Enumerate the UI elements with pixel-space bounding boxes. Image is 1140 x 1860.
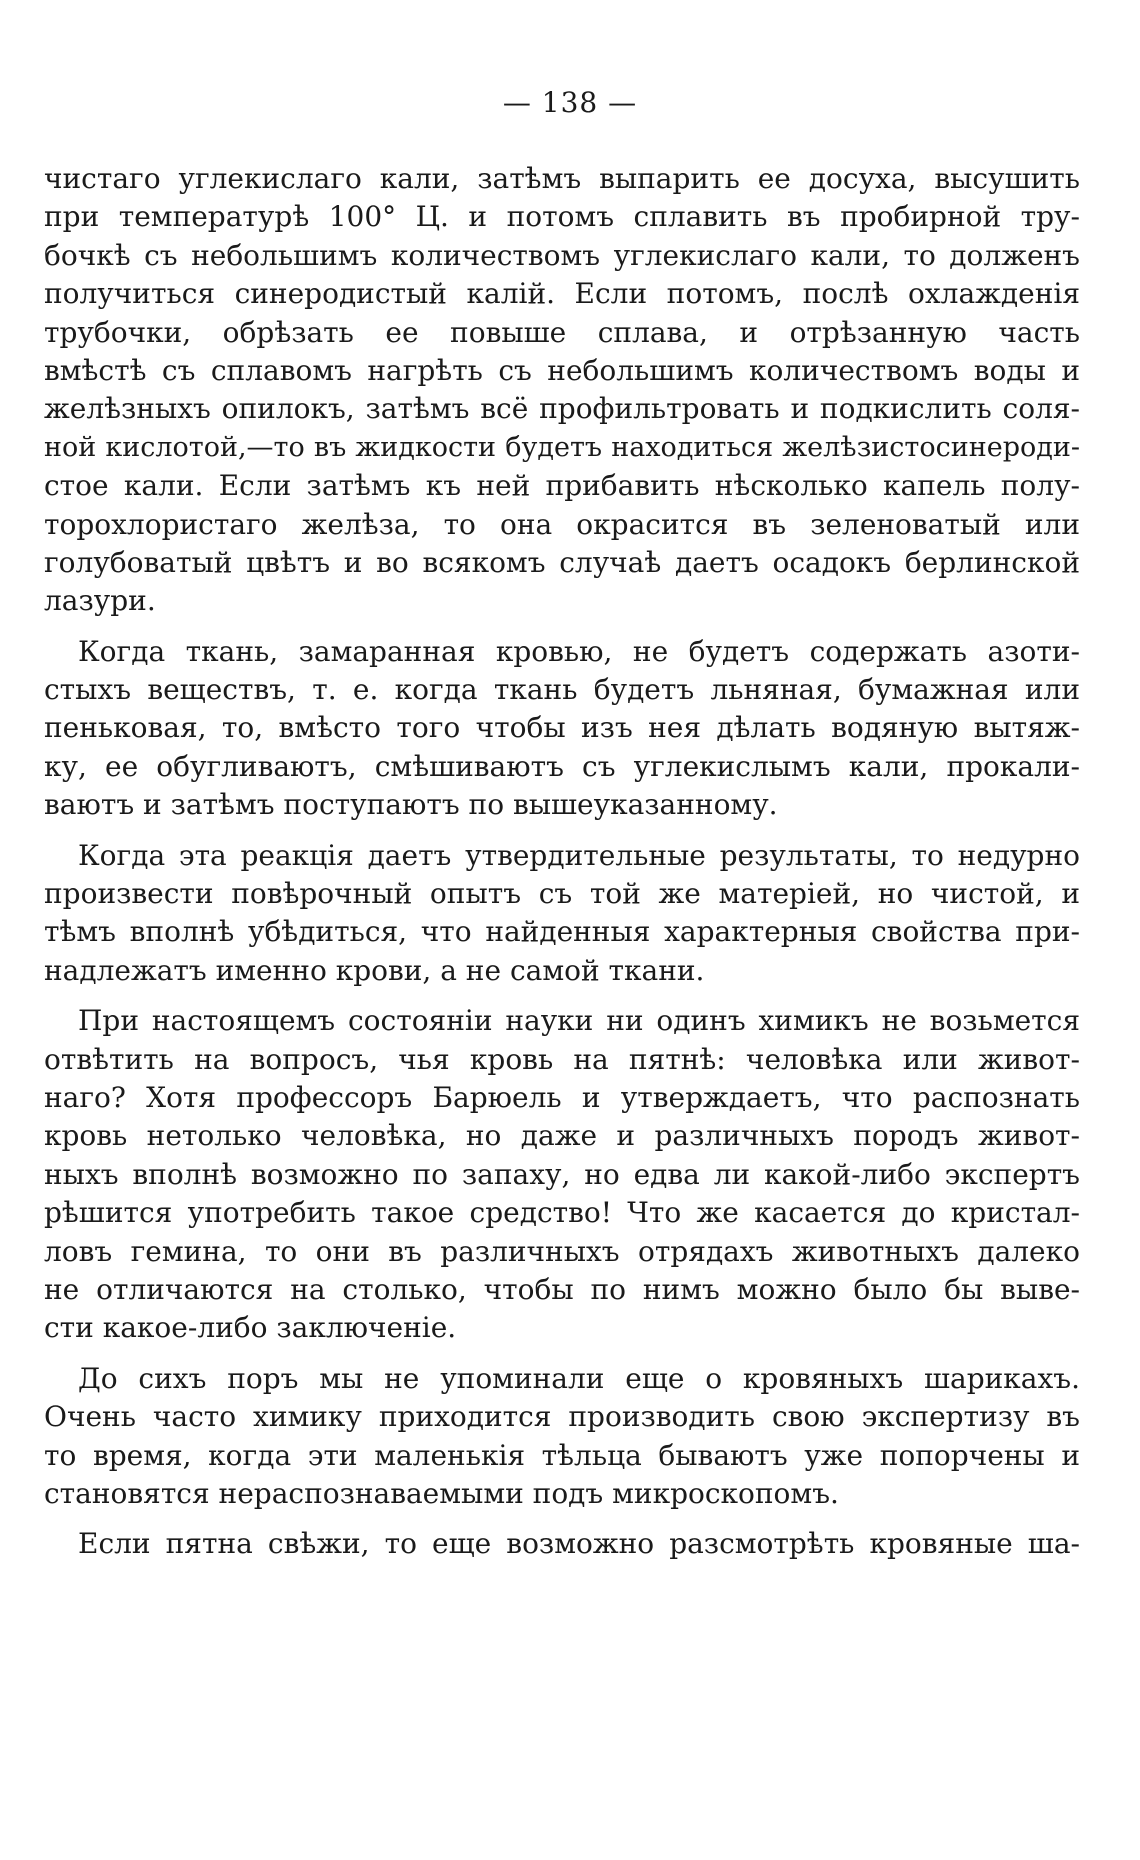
text-line: не отличаются на столько, чтобы по нимъ можно было бы выве- <box>44 1272 1080 1306</box>
text-line: стое кали. Если затѣмъ къ ней прибавить нѣсколько капель полу- <box>44 469 1080 503</box>
paragraph-6 <box>44 1525 1080 1563</box>
paragraph-1 <box>44 160 1080 621</box>
page-number: — 138 — <box>502 86 638 119</box>
text-line: получиться синеродистый калій. Если потомъ, послѣ охлажденія <box>44 277 1080 311</box>
text-line: голубоватый цвѣтъ и во всякомъ случаѣ даетъ осадокъ берлинской <box>44 545 1080 579</box>
text-line: то время, когда эти маленькія тѣльца бываютъ уже попорчены и <box>44 1438 1080 1472</box>
text-line: Если пятна свѣжи, то еще возможно разсмотрѣть кровяные ша- <box>78 1527 1080 1561</box>
text-line: При настоящемъ состояніи науки ни одинъ химикъ не возьмется <box>78 1004 1080 1038</box>
text-line: отвѣтить на вопросъ, чья кровь на пятнѣ: человѣка или живот- <box>44 1042 1080 1076</box>
text-line: произвести повѣрочный опытъ съ той же матеріей, но чистой, и <box>44 877 1080 911</box>
text-line: наго? Хотя профессоръ Барюель и утверждаетъ, что распознать <box>44 1080 1080 1114</box>
text-line: становятся нераспознаваемыми подъ микроскопомъ. <box>44 1476 839 1510</box>
text-line: ку, ее обугливаютъ, смѣшиваютъ съ углекислымъ кали, прокали- <box>44 749 1080 783</box>
text-line: рѣшится употребить такое средство! Что же касается до кристал- <box>44 1196 1080 1230</box>
text-line: тѣмъ вполнѣ убѣдиться, что найденныя характерныя свойства при- <box>44 915 1080 949</box>
text-line: при температурѣ 100° Ц. и потомъ сплавить въ пробирной тру- <box>44 200 1080 234</box>
paragraph-5 <box>44 1360 1080 1514</box>
page-body <box>44 160 1080 1564</box>
text-line: надлежатъ именно крови, а не самой ткани. <box>44 953 705 987</box>
text-line: Когда эта реакція даетъ утвердительные результаты, то недурно <box>78 838 1080 872</box>
text-line: сти какое-либо заключеніе. <box>44 1311 457 1345</box>
text-line: ваютъ и затѣмъ поступаютъ по вышеуказанному. <box>44 788 778 822</box>
text-line: ныхъ вполнѣ возможно по запаху, но едва ли какой-либо экспертъ <box>44 1157 1080 1191</box>
paragraph-2 <box>44 633 1080 825</box>
text-line: Очень часто химику приходится производить свою экспертизу въ <box>44 1400 1080 1434</box>
text-line: кровь нетолько человѣка, но даже и различныхъ породъ живот- <box>44 1119 1080 1153</box>
paragraph-4 <box>44 1002 1080 1348</box>
text-line: До сихъ поръ мы не упоминали еще о кровяныхъ шарикахъ. <box>78 1361 1080 1395</box>
text-line: вмѣстѣ съ сплавомъ нагрѣть съ небольшимъ количествомъ воды и <box>44 353 1080 387</box>
text-line: трубочки, обрѣзать ее повыше сплава, и отрѣзанную часть <box>44 315 1080 349</box>
text-line: ной кислотой,—то въ жидкости будетъ находиться желѣзистосинероди- <box>44 431 1080 463</box>
text-line: ловъ гемина, то они въ различныхъ отрядахъ животныхъ далеко <box>44 1234 1080 1268</box>
text-line: пеньковая, то, вмѣсто того чтобы изъ нея дѣлать водяную вытяж- <box>44 711 1080 745</box>
text-line: желѣзныхъ опилокъ, затѣмъ всё профильтровать и подкислить соля- <box>44 392 1080 426</box>
text-line: стыхъ веществъ, т. е. когда ткань будетъ льняная, бумажная или <box>44 673 1080 707</box>
text-line: чистаго углекислаго кали, затѣмъ выпарить ее досуха, высушить <box>44 162 1080 195</box>
paragraph-3 <box>44 837 1080 991</box>
text-line: торохлористаго желѣза, то она окрасится въ зеленоватый или <box>44 507 1080 541</box>
text-line: лазури. <box>44 584 156 618</box>
text-line: бочкѣ съ небольшимъ количествомъ углекислаго кали, то долженъ <box>44 238 1080 272</box>
text-line: Когда ткань, замаранная кровью, не будетъ содержать азоти- <box>78 634 1080 668</box>
